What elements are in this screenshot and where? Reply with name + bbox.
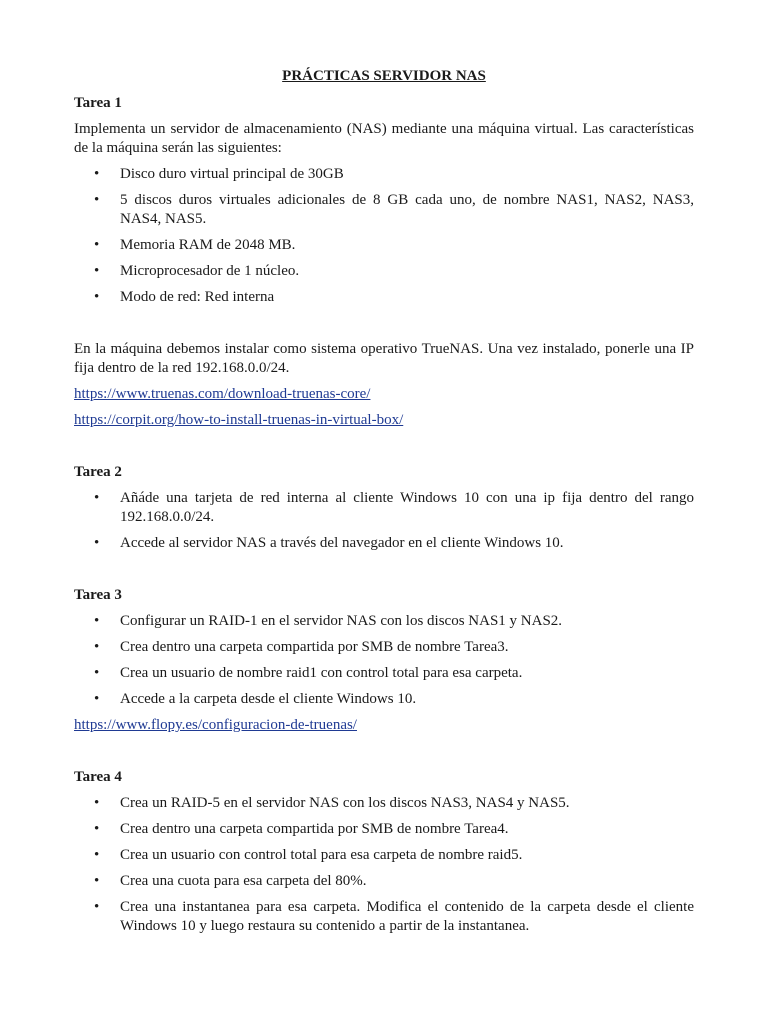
list-item bbox=[74, 262, 694, 281]
list-item bbox=[74, 612, 694, 631]
bullet-icon: • bbox=[94, 873, 100, 889]
tarea-1-heading: Tarea 1 bbox=[74, 95, 122, 111]
list-item bbox=[74, 690, 694, 709]
list-item bbox=[74, 236, 694, 255]
bullet-icon: • bbox=[94, 166, 100, 182]
list-item bbox=[74, 872, 694, 891]
truenas-download-link[interactable]: https://www.truenas.com/download-truenas-core/ bbox=[74, 386, 371, 402]
tarea-1-intro: Implementa un servidor de almacenamiento (NAS) mediante una máquina virtual. Las características de la máquina serán las siguientes: bbox=[74, 121, 694, 156]
spacer bbox=[74, 314, 694, 340]
list-item bbox=[74, 846, 694, 865]
list-item-text: Crea una cuota para esa carpeta del 80%. bbox=[120, 873, 367, 889]
bullet-icon: • bbox=[94, 639, 100, 655]
list-item bbox=[74, 638, 694, 657]
list-item bbox=[74, 534, 694, 553]
bullet-icon: • bbox=[94, 665, 100, 681]
list-item-text: Modo de red: Red interna bbox=[120, 289, 275, 305]
list-item-text: Disco duro virtual principal de 30GB bbox=[120, 166, 344, 182]
bullet-icon: • bbox=[94, 490, 100, 506]
bullet-icon: • bbox=[94, 263, 100, 279]
spacer bbox=[74, 560, 694, 586]
list-item bbox=[74, 191, 694, 229]
list-item-text: Configurar un RAID-1 en el servidor NAS con los discos NAS1 y NAS2. bbox=[120, 613, 563, 629]
flopy-config-link[interactable]: https://www.flopy.es/configuracion-de-truenas/ bbox=[74, 717, 357, 733]
bullet-icon: • bbox=[94, 847, 100, 863]
list-item-text: Crea un usuario de nombre raid1 con control total para esa carpeta. bbox=[120, 665, 523, 681]
list-item-text: Microprocesador de 1 núcleo. bbox=[120, 263, 300, 279]
list-item-text: 5 discos duros virtuales adicionales de 8 GB cada uno, de nombre NAS1, NAS2, NAS3, NAS4, NAS5. bbox=[120, 192, 694, 227]
bullet-icon: • bbox=[94, 613, 100, 629]
bullet-icon: • bbox=[94, 795, 100, 811]
spacer bbox=[74, 742, 694, 768]
list-item-text: Crea dentro una carpeta compartida por SMB de nombre Tarea4. bbox=[120, 821, 509, 837]
list-item-text: Accede a la carpeta desde el cliente Windows 10. bbox=[120, 691, 417, 707]
document-content bbox=[74, 67, 694, 943]
page-title: PRÁCTICAS SERVIDOR NAS bbox=[282, 68, 486, 84]
bullet-icon: • bbox=[94, 821, 100, 837]
list-item-text: Añáde una tarjeta de red interna al cliente Windows 10 con una ip fija dentro del rango 192.168.0.0/24. bbox=[120, 490, 694, 525]
bullet-icon: • bbox=[94, 237, 100, 253]
list-item bbox=[74, 664, 694, 683]
bullet-icon: • bbox=[94, 289, 100, 305]
bullet-icon: • bbox=[94, 899, 100, 915]
tarea-3-heading: Tarea 3 bbox=[74, 587, 122, 603]
tarea-3-list bbox=[74, 612, 694, 709]
tarea-2-heading: Tarea 2 bbox=[74, 464, 122, 480]
bullet-icon: • bbox=[94, 691, 100, 707]
list-item bbox=[74, 898, 694, 936]
tarea-1-install-text: En la máquina debemos instalar como sistema operativo TrueNAS. Una vez instalado, ponerle una IP fija dentro de la red 192.168.0.0/24. bbox=[74, 341, 694, 376]
list-item bbox=[74, 820, 694, 839]
bullet-icon: • bbox=[94, 192, 100, 208]
tarea-4-list bbox=[74, 794, 694, 936]
spacer bbox=[74, 437, 694, 463]
list-item bbox=[74, 489, 694, 527]
tarea-2-list bbox=[74, 489, 694, 553]
list-item-text: Crea una instantanea para esa carpeta. Modifica el contenido de la carpeta desde el cliente Windows 10 y luego restaura su contenido a partir de la instantanea. bbox=[120, 899, 694, 934]
tarea-4-heading: Tarea 4 bbox=[74, 769, 122, 785]
tarea-1-list bbox=[74, 165, 694, 307]
list-item-text: Accede al servidor NAS a través del navegador en el cliente Windows 10. bbox=[120, 535, 564, 551]
list-item-text: Memoria RAM de 2048 MB. bbox=[120, 237, 296, 253]
corpit-install-link[interactable]: https://corpit.org/how-to-install-truenas-in-virtual-box/ bbox=[74, 412, 404, 428]
list-item bbox=[74, 165, 694, 184]
list-item-text: Crea un usuario con control total para esa carpeta de nombre raid5. bbox=[120, 847, 523, 863]
list-item bbox=[74, 288, 694, 307]
bullet-icon: • bbox=[94, 535, 100, 551]
list-item bbox=[74, 794, 694, 813]
list-item-text: Crea dentro una carpeta compartida por SMB de nombre Tarea3. bbox=[120, 639, 509, 655]
list-item-text: Crea un RAID-5 en el servidor NAS con los discos NAS3, NAS4 y NAS5. bbox=[120, 795, 570, 811]
